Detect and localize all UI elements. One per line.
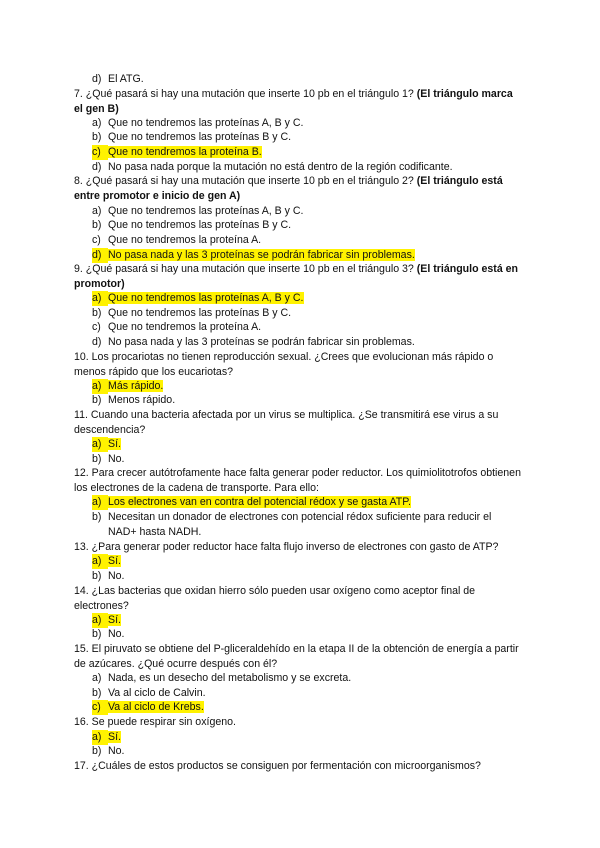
option-letter: c) — [92, 145, 108, 160]
option-letter: a) — [92, 495, 108, 510]
option-text: Sí. — [108, 731, 121, 743]
option-q7-d — [92, 160, 453, 175]
option-q6-d — [92, 72, 144, 87]
option-text: Menos rápido. — [108, 394, 176, 406]
option-q11-a-highlighted — [92, 437, 121, 452]
option-letter: b) — [92, 570, 102, 582]
option-letter: a) — [92, 437, 108, 452]
question-9 — [74, 262, 524, 291]
option-q8-c — [92, 233, 261, 248]
option-q10-b — [92, 393, 175, 408]
option-letter: c) — [92, 321, 101, 333]
option-text: Que no tendremos las proteínas A, B y C. — [108, 117, 304, 129]
option-text: Va al ciclo de Krebs. — [108, 701, 204, 713]
option-q9-d — [92, 335, 415, 350]
option-letter: b) — [92, 511, 102, 523]
option-q12-b — [92, 510, 512, 539]
option-text: Que no tendremos las proteínas B y C. — [108, 219, 292, 231]
option-q11-b — [92, 452, 125, 467]
question-text: 9. ¿Qué pasará si hay una mutación que inserte 10 pb en el triángulo 3? — [74, 263, 417, 275]
option-text: No pasa nada porque la mutación no está dentro de la región codificante. — [108, 161, 453, 173]
option-q9-b — [92, 306, 291, 321]
option-q16-b — [92, 744, 125, 759]
option-letter: c) — [92, 234, 101, 246]
question-text: 16. Se puede respirar sin oxígeno. — [74, 716, 236, 728]
option-letter: d) — [92, 336, 102, 348]
option-text: No. — [108, 453, 125, 465]
question-text: 10. Los procariotas no tienen reproducción sexual. ¿Crees que evolucionan más rápido o menos rápido que los eucariotas? — [74, 351, 494, 378]
option-text: Que no tendremos la proteína A. — [108, 234, 262, 246]
option-text: Que no tendremos las proteínas B y C. — [108, 131, 292, 143]
question-16 — [74, 715, 524, 730]
option-text: Más rápido. — [108, 380, 164, 392]
option-q9-a-highlighted — [92, 291, 304, 306]
option-letter: a) — [92, 613, 108, 628]
option-q9-c — [92, 320, 261, 335]
question-text: 13. ¿Para generar poder reductor hace falta flujo inverso de electrones con gasto de ATP? — [74, 541, 499, 553]
option-q13-a-highlighted — [92, 554, 121, 569]
question-13 — [74, 540, 524, 555]
option-q15-b — [92, 686, 206, 701]
option-letter: d) — [92, 248, 108, 263]
question-15 — [74, 642, 524, 671]
question-8 — [74, 174, 524, 203]
question-7 — [74, 87, 524, 116]
option-q8-a — [92, 204, 304, 219]
question-12 — [74, 466, 524, 495]
question-10 — [74, 350, 524, 379]
option-text: No. — [108, 570, 125, 582]
question-text: 7. ¿Qué pasará si hay una mutación que inserte 10 pb en el triángulo 1? — [74, 88, 417, 100]
option-letter: b) — [92, 628, 102, 640]
option-letter: a) — [92, 672, 102, 684]
option-letter: a) — [92, 205, 102, 217]
question-11 — [74, 408, 524, 437]
option-text: No. — [108, 745, 125, 757]
option-letter: a) — [92, 554, 108, 569]
option-letter: b) — [92, 745, 102, 757]
option-letter: a) — [92, 117, 102, 129]
option-letter: b) — [92, 453, 102, 465]
option-q7-a — [92, 116, 304, 131]
question-text: 14. ¿Las bacterias que oxidan hierro sólo pueden usar oxígeno como aceptor final de electrones? — [74, 585, 476, 612]
option-letter: d) — [92, 73, 102, 85]
question-note: (El triángulo está entre promotor e inicio de gen A) — [74, 175, 503, 202]
option-letter: a) — [92, 379, 108, 394]
question-text: 15. El piruvato se obtiene del P-gliceraldehído en la etapa II de la obtención de energía a partir de azúcares. ¿Qué ocurre después con él? — [74, 643, 519, 670]
option-q12-a-highlighted — [92, 495, 411, 510]
option-text: Que no tendremos las proteínas A, B y C. — [108, 292, 304, 304]
option-letter: b) — [92, 687, 102, 699]
option-text: El ATG. — [108, 73, 144, 85]
option-q14-a-highlighted — [92, 613, 121, 628]
question-text: 17. ¿Cuáles de estos productos se consiguen por fermentación con microorganismos? — [74, 760, 481, 772]
option-q7-b — [92, 130, 291, 145]
option-text: Los electrones van en contra del potencial rédox y se gasta ATP. — [108, 496, 411, 508]
question-note: (El triángulo está en promotor) — [74, 263, 519, 290]
option-q7-c-highlighted — [92, 145, 262, 160]
option-letter: b) — [92, 219, 102, 231]
option-q15-a — [92, 671, 351, 686]
option-letter: d) — [92, 161, 102, 173]
question-text: 12. Para crecer autótrofamente hace falta generar poder reductor. Los quimiolitotrofos obtienen los electrones de la cadena de transporte. Para ello: — [74, 467, 521, 494]
option-text: Sí. — [108, 438, 121, 450]
option-text: Nada, es un desecho del metabolismo y se excreta. — [108, 672, 352, 684]
option-letter: b) — [92, 307, 102, 319]
question-14 — [74, 584, 524, 613]
option-q15-c-highlighted — [92, 700, 204, 715]
option-q10-a-highlighted — [92, 379, 163, 394]
option-q8-b — [92, 218, 291, 233]
option-q8-d-highlighted — [92, 248, 415, 263]
option-text: Que no tendremos las proteínas A, B y C. — [108, 205, 304, 217]
question-note: (El triángulo marca el gen B) — [74, 88, 513, 115]
option-text: Va al ciclo de Calvin. — [108, 687, 206, 699]
question-text: 8. ¿Qué pasará si hay una mutación que inserte 10 pb en el triángulo 2? — [74, 175, 417, 187]
option-letter: b) — [92, 394, 102, 406]
option-text: Que no tendremos la proteína A. — [108, 321, 262, 333]
question-17 — [74, 759, 524, 774]
question-text: 11. Cuando una bacteria afectada por un virus se multiplica. ¿Se transmitirá ese virus a su descendencia? — [74, 409, 499, 436]
option-letter: b) — [92, 131, 102, 143]
option-text: Necesitan un donador de electrones con potencial rédox suficiente para reducir el NAD+ hasta NADH. — [108, 511, 492, 538]
option-letter: a) — [92, 730, 108, 745]
option-q14-b — [92, 627, 125, 642]
option-text: No pasa nada y las 3 proteínas se podrán fabricar sin problemas. — [108, 336, 415, 348]
option-letter: a) — [92, 291, 108, 306]
option-text: Que no tendremos la proteína B. — [108, 146, 262, 158]
option-letter: c) — [92, 700, 108, 715]
option-text: Que no tendremos las proteínas B y C. — [108, 307, 292, 319]
option-text: No pasa nada y las 3 proteínas se podrán fabricar sin problemas. — [108, 249, 415, 261]
option-text: No. — [108, 628, 125, 640]
option-q13-b — [92, 569, 125, 584]
option-text: Sí. — [108, 555, 121, 567]
option-q16-a-highlighted — [92, 730, 121, 745]
option-text: Sí. — [108, 614, 121, 626]
